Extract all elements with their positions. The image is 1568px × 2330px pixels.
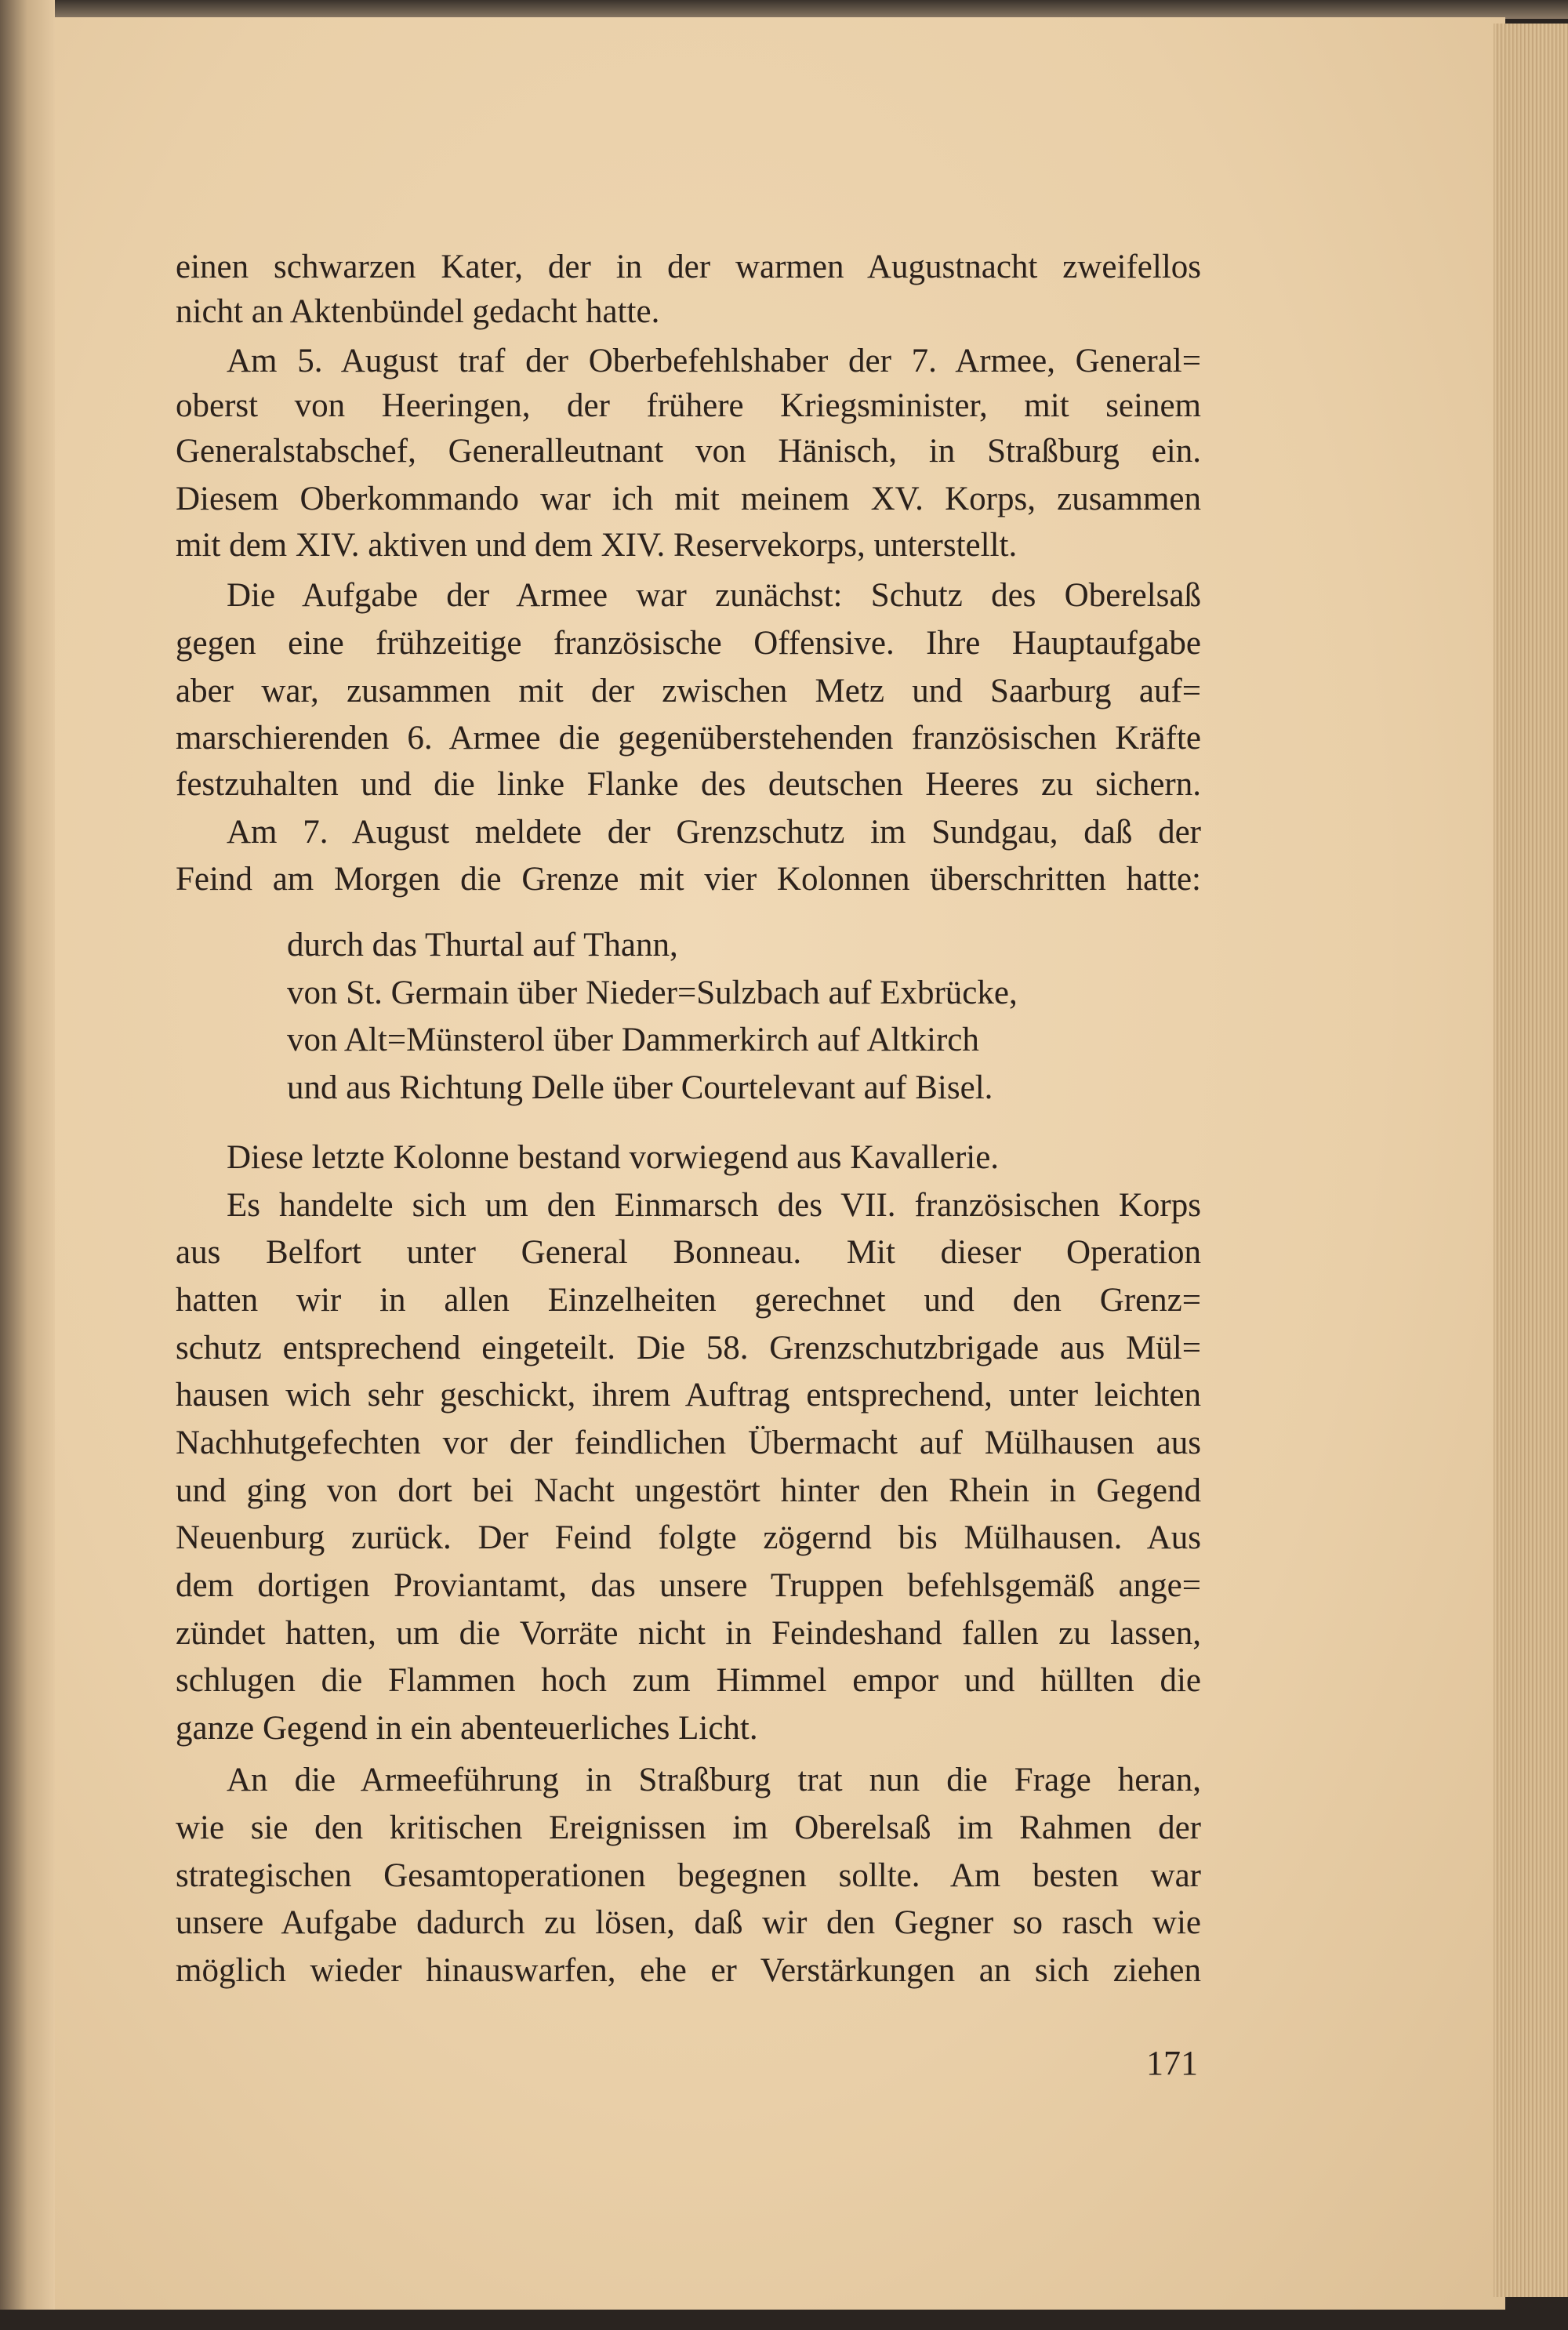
text-line: marschierenden 6. Armee die gegenüberstehenden französischen Kräfte bbox=[176, 720, 1201, 757]
text-line: gegen eine frühzeitige französische Offensive. Ihre Hauptaufgabe bbox=[176, 625, 1201, 662]
text-line: Generalstabschef, Generalleutnant von Hänisch, in Straßburg ein. bbox=[176, 433, 1201, 470]
book-gutter bbox=[0, 0, 55, 2330]
text-line: Feind am Morgen die Grenze mit vier Kolonnen überschritten hatte: bbox=[176, 861, 1201, 898]
list-line: durch das Thurtal auf Thann, bbox=[287, 927, 678, 964]
list-line: von Alt=Münsterol über Dammerkirch auf Altkirch bbox=[287, 1022, 979, 1058]
page-number: 171 bbox=[1146, 2044, 1198, 2082]
text-line: Neuenburg zurück. Der Feind folgte zögernd bis Mülhausen. Aus bbox=[176, 1519, 1201, 1556]
text-line: nicht an Aktenbündel gedacht hatte. bbox=[176, 293, 660, 330]
text-line: zündet hatten, um die Vorräte nicht in Feindeshand fallen zu lassen, bbox=[176, 1615, 1201, 1652]
page-edges bbox=[1494, 24, 1568, 2297]
text-line: hatten wir in allen Einzelheiten gerechnet und den Grenz= bbox=[176, 1282, 1201, 1319]
text-line: möglich wieder hinauswarfen, ehe er Verstärkungen an sich ziehen bbox=[176, 1952, 1201, 1989]
list-line: und aus Richtung Delle über Courtelevant auf Bisel. bbox=[287, 1069, 993, 1106]
text-line: wie sie den kritischen Ereignissen im Oberelsaß im Rahmen der bbox=[176, 1809, 1201, 1846]
text-line: ganze Gegend in ein abenteuerliches Licht. bbox=[176, 1710, 758, 1747]
text-line: aber war, zusammen mit der zwischen Metz und Saarburg auf= bbox=[176, 673, 1201, 710]
text-line: mit dem XIV. aktiven und dem XIV. Reservekorps, unterstellt. bbox=[176, 527, 1018, 564]
text-line: und ging von dort bei Nacht ungestört hinter den Rhein in Gegend bbox=[176, 1472, 1201, 1509]
text-line: Am 7. August meldete der Grenzschutz im Sundgau, daß der bbox=[227, 814, 1201, 851]
text-line: Es handelte sich um den Einmarsch des VII. französischen Korps bbox=[227, 1187, 1201, 1224]
text-line: Am 5. August traf der Oberbefehlshaber der 7. Armee, General= bbox=[227, 343, 1201, 379]
text-line: Nachhutgefechten vor der feindlichen Übermacht auf Mülhausen aus bbox=[176, 1424, 1201, 1461]
text-line: schlugen die Flammen hoch zum Himmel empor und hüllten die bbox=[176, 1662, 1201, 1699]
text-line: unsere Aufgabe dadurch zu lösen, daß wir den Gegner so rasch wie bbox=[176, 1904, 1201, 1941]
text-line: strategischen Gesamtoperationen begegnen sollte. Am besten war bbox=[176, 1857, 1201, 1894]
text-line: festzuhalten und die linke Flanke des deutschen Heeres zu sichern. bbox=[176, 766, 1201, 803]
text-line: dem dortigen Proviantamt, das unsere Truppen befehlsgemäß ange= bbox=[176, 1567, 1201, 1604]
scan-top-edge bbox=[0, 0, 1568, 19]
text-line: schutz entsprechend eingeteilt. Die 58. Grenzschutzbrigade aus Mül= bbox=[176, 1330, 1201, 1366]
text-line: Die Aufgabe der Armee war zunächst: Schutz des Oberelsaß bbox=[227, 577, 1201, 614]
text-line: aus Belfort unter General Bonneau. Mit dieser Operation bbox=[176, 1234, 1201, 1271]
scan-bottom-edge bbox=[0, 2310, 1568, 2330]
text-line: einen schwarzen Kater, der in der warmen Augustnacht zweifellos bbox=[176, 249, 1201, 285]
text-line: Diese letzte Kolonne bestand vorwiegend aus Kavallerie. bbox=[227, 1139, 1000, 1176]
text-line: An die Armeeführung in Straßburg trat nun die Frage heran, bbox=[227, 1762, 1201, 1798]
list-line: von St. Germain über Nieder=Sulzbach auf Exbrücke, bbox=[287, 974, 1018, 1011]
text-line: hausen wich sehr geschickt, ihrem Auftrag entsprechend, unter leichten bbox=[176, 1377, 1201, 1414]
text-line: Diesem Oberkommando war ich mit meinem XV. Korps, zusammen bbox=[176, 481, 1201, 517]
text-line: oberst von Heeringen, der frühere Kriegsminister, mit seinem bbox=[176, 387, 1201, 424]
